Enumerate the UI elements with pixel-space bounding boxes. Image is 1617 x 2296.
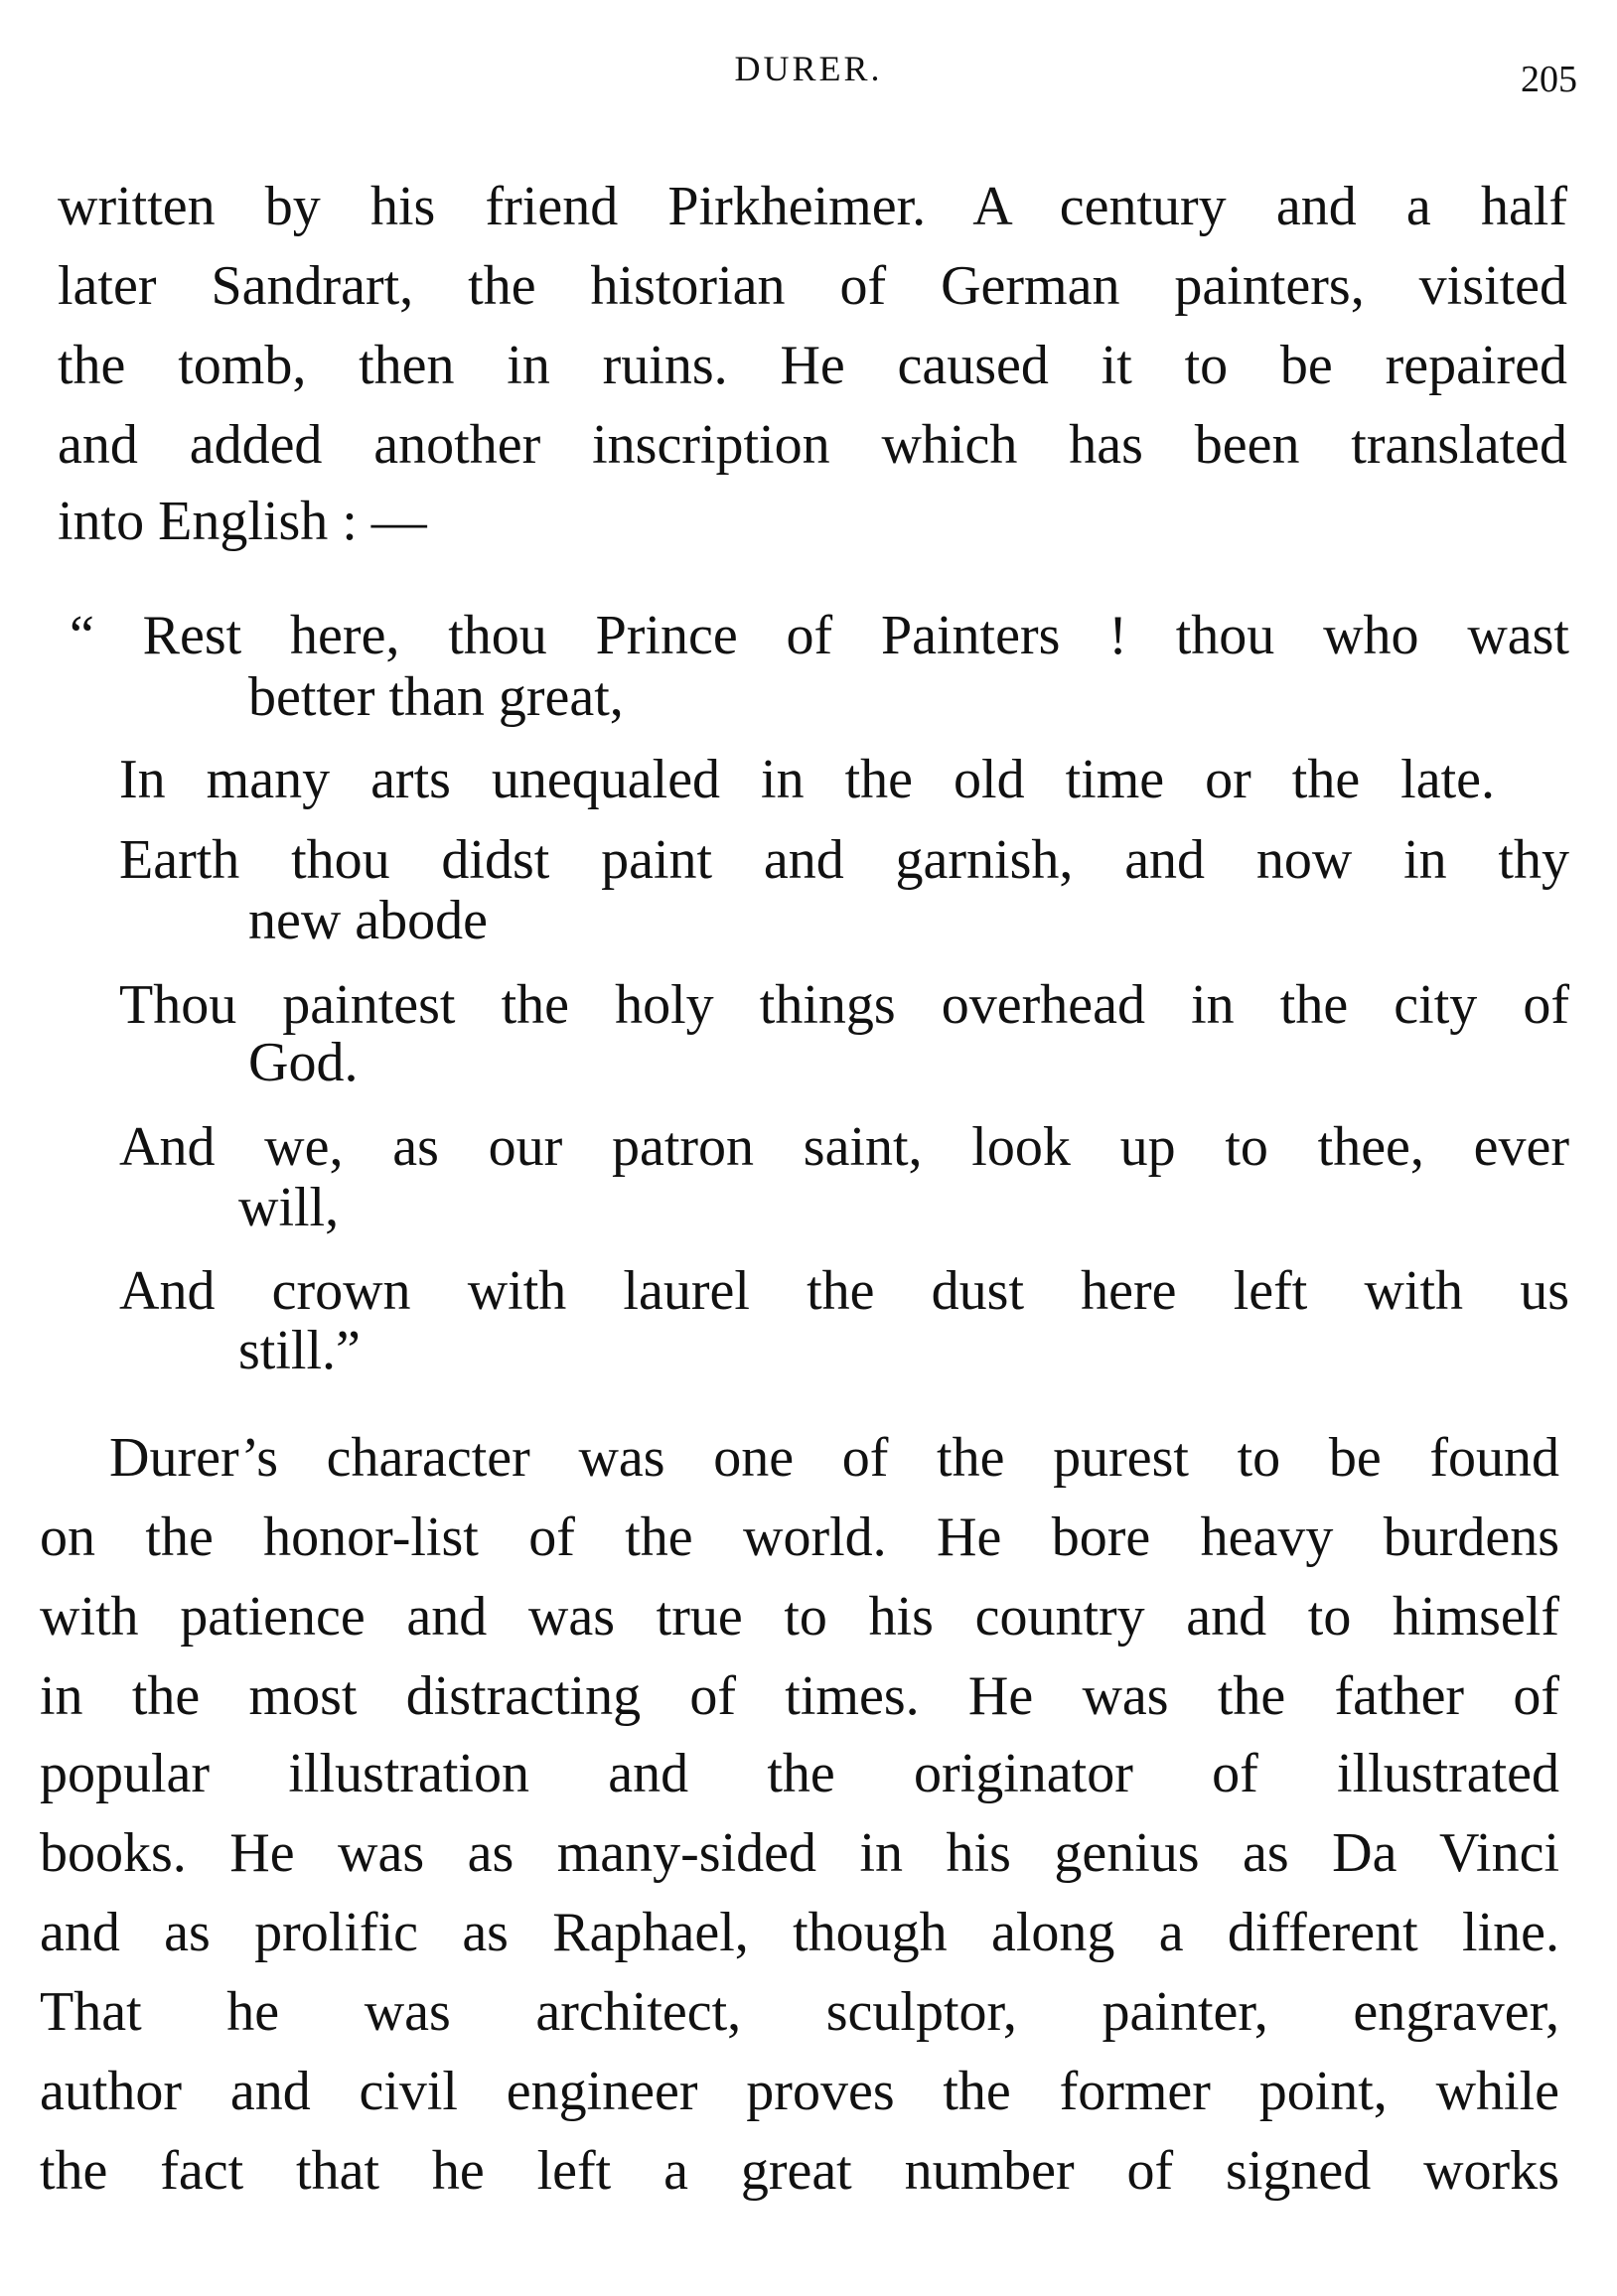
paragraph-1-line-4: and added another inscription which has been translated	[58, 414, 1567, 476]
running-title: DURER.	[734, 49, 883, 88]
poem-line-4-continued: God.	[248, 1032, 359, 1093]
paragraph-2-line-1: Durer’s character was one of the purest to be found	[109, 1427, 1559, 1489]
paragraph-2-line-2: on the honor-list of the world. He bore heavy burdens	[40, 1507, 1559, 1568]
poem-line-4: Thou paintest the holy things overhead in the city of	[119, 974, 1569, 1036]
paragraph-2-line-7: and as prolific as Raphael, though along a different line.	[40, 1902, 1559, 1963]
poem-line-6: And crown with laurel the dust here left with us	[119, 1260, 1569, 1322]
paragraph-2-line-5: popular illustration and the originator of illustrated	[40, 1743, 1559, 1804]
paragraph-1-line-2: later Sandrart, the historian of German painters, visited	[58, 255, 1567, 317]
page-number: 205	[1521, 59, 1577, 100]
paragraph-2-line-6: books. He was as many-sided in his genius as Da Vinci	[40, 1822, 1559, 1884]
paragraph-2-line-4: in the most distracting of times. He was the father of	[40, 1665, 1559, 1727]
poem-line-5: And we, as our patron saint, look up to thee, ever	[119, 1116, 1569, 1178]
paragraph-1-line-5: into English : —	[58, 491, 427, 552]
paragraph-2-line-8: That he was architect, sculptor, painter, engraver,	[40, 1981, 1559, 2043]
paragraph-2-line-3: with patience and was true to his country and to himself	[40, 1586, 1559, 1648]
poem-line-1: “ Rest here, thou Prince of Painters ! thou who wast	[70, 605, 1569, 666]
poem-line-2: In many arts unequaled in the old time or the late.	[119, 749, 1495, 810]
poem-line-3-continued: new abode	[248, 890, 489, 951]
poem-line-1-continued: better than great,	[248, 666, 624, 728]
poem-line-5-continued: will,	[238, 1177, 340, 1238]
paragraph-1-line-3: the tomb, then in ruins. He caused it to be repaired	[58, 335, 1567, 396]
paragraph-1-line-1: written by his friend Pirkheimer. A century and a half	[58, 176, 1567, 237]
paragraph-2-line-10: the fact that he left a great number of signed works	[40, 2140, 1559, 2202]
paragraph-2-line-9: author and civil engineer proves the former point, while	[40, 2061, 1559, 2122]
poem-line-6-continued: still.”	[238, 1320, 361, 1381]
poem-line-3: Earth thou didst paint and garnish, and now in thy	[119, 829, 1569, 891]
